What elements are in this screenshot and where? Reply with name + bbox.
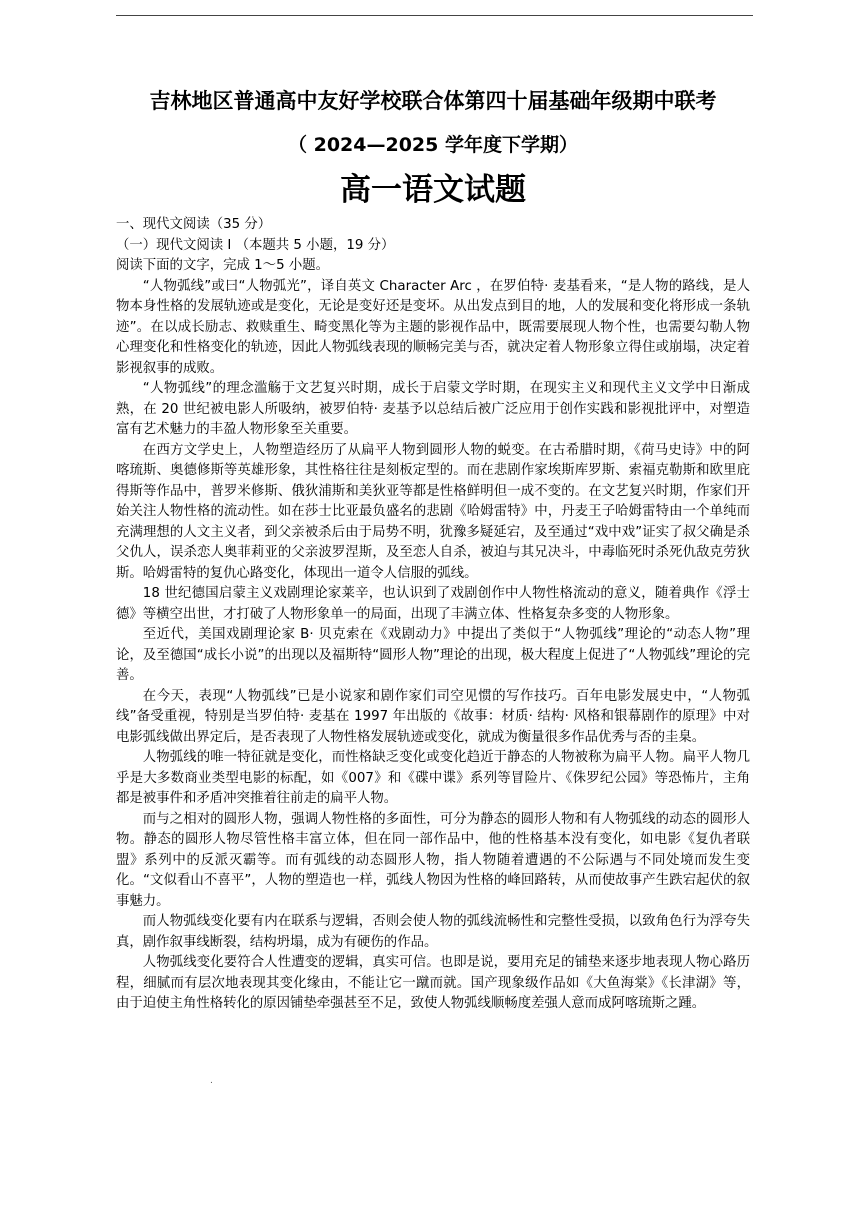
subject-title: 高一语文试题	[340, 172, 526, 208]
subsection-heading: （一）现代文阅读 I （本题共 5 小题，19 分）	[116, 238, 395, 253]
paragraph: 人物弧线变化要符合人性遭变的逻辑，真实可信。也即是说，要用充足的铺垫来逐步地表现人物心路历程，细腻而有层次地表现其变化缘由，不能让它一蹴而就。国产现象级作品如《大鱼海棠》《长津湖》等，由于迫使主角性格转化的原因铺垫牵强甚至不足，致使人物弧线顺畅度差强人意而成阿喀琉斯之踵。	[116, 955, 750, 1011]
school-year: （ 2024—2025 学年度下学期）	[288, 134, 578, 156]
page-dot: .	[210, 1076, 213, 1086]
top-rule	[116, 15, 753, 16]
paragraph: 而人物弧线变化要有内在联系与逻辑，否则会使人物的弧线流畅性和完整性受损，以致角色行为浮夸失真，剧作叙事线断裂，结构坍塌，成为有硬伤的作品。	[116, 914, 750, 950]
paragraph: 18 世纪德国启蒙主义戏剧理论家莱辛，也认识到了戏剧创作中人物性格流动的意义，随着典作《浮士德》等横空出世，才打破了人物形象单一的局面，出现了丰满立体、性格复杂多变的人物形象。	[116, 586, 750, 622]
paragraph: 在今天，表现“人物弧线”已是小说家和剧作家们司空见惯的写作技巧。百年电影发展史中，“人物弧线”备受重视，特别是当罗伯特· 麦基在 1997 年出版的《故事：材质· 结构· 风格和银幕剧作的原理》中对电影弧线做出界定后，是否表现了人物性格发展轨迹或变化，就成为衡量很多作品优秀与否的圭臬。	[116, 688, 750, 745]
reading-instruction: 阅读下面的文字，完成 1～5 小题。	[116, 258, 330, 273]
paragraph: 至近代，美国戏剧理论家 B· 贝克索在《戏剧动力》中提出了类似于“人物弧线”理论的“动态人物”理论，及至德国“成长小说”的出现以及福斯特“圆形人物”理论的出现，极大程度上促进了“人物弧线”理论的完善。	[116, 627, 750, 683]
paragraph: 人物弧线的唯一特征就是变化，而性格缺乏变化或变化趋近于静态的人物被称为扁平人物。扁平人物几乎是大多数商业类型电影的标配，如《007》和《碟中谍》系列等冒险片、《侏罗纪公园》等恐怖片，主角都是被事件和矛盾冲突推着往前走的扁平人物。	[116, 750, 750, 806]
paragraph: 而与之相对的圆形人物，强调人物性格的多面性，可分为静态的圆形人物和有人物弧线的动态的圆形人物。静态的圆形人物尽管性格丰富立体，但在同一部作品中，他的性格基本没有变化，如电影《复仇者联盟》系列中的反派灭霸等。而有弧线的动态圆形人物，指人物随着遭遇的不公际遇与不同处境而发生变化。“文似看山不喜平”，人物的塑造也一样，弧线人物因为性格的峰回路转，从而使故事产生跌宕起伏的叙事魅力。	[116, 811, 750, 909]
section-heading: 一、现代文阅读（35 分）	[116, 217, 272, 232]
paragraph: “人物弧线”或曰“人物弧光”，译自英文 Character Arc ，在罗伯特· 麦基看来，“是人物的路线，是人物本身性格的发展轨迹或是变化，无论是变好还是变坏。从出发点到目的地，人的发展和变化将形成一条轨迹”。在以成长励志、救赎重生、畸变黑化等为主题的影视作品中，既需要展现人物个性，也需要勾勒人物心理变化和性格变化的轨迹，因此人物弧线表现的顺畅完美与否，就决定着人物形象立得住或崩塌，决定着影视叙事的成败。	[116, 278, 750, 376]
exam-title: 吉林地区普通高中友好学校联合体第四十届基础年级期中联考	[149, 89, 717, 113]
paragraph: 在西方文学史上，人物塑造经历了从扁平人物到圆形人物的蜕变。在古希腊时期，《荷马史诗》中的阿喀琉斯、奥德修斯等英雄形象，其性格往往是刻板定型的。而在悲剧作家埃斯库罗斯、索福克勒斯和欧里庇得斯等作品中，普罗米修斯、俄狄浦斯和美狄亚等都是性格鲜明但一成不变的。在文艺复兴时期，作家们开始关注人物性格的流动性。如在莎士比亚最负盛名的悲剧《哈姆雷特》中，丹麦王子哈姆雷特由一个单纯而充满理想的人文主义者，到父亲被杀后由于局势不明，犹豫多疑延宕，及至通过“戏中戏”证实了叔父确是杀父仇人，误杀恋人奥菲莉亚的父亲波罗涅斯，及至恋人自杀，被迫与其兄决斗，中毒临死时杀死仇敌克劳狄斯。哈姆雷特的复仇心路变化，体现出一道令人信服的弧线。	[116, 442, 750, 581]
exam-page	[116, 86, 750, 1015]
paragraph: “人物弧线”的理念滥觞于文艺复兴时期，成长于启蒙文学时期，在现实主义和现代主义文学中日渐成熟，在 20 世纪被电影人所吸纳，被罗伯特· 麦基予以总结后被广泛应用于创作实践和影视批评中，对塑造富有艺术魅力的丰盈人物形象至关重要。	[116, 381, 750, 437]
